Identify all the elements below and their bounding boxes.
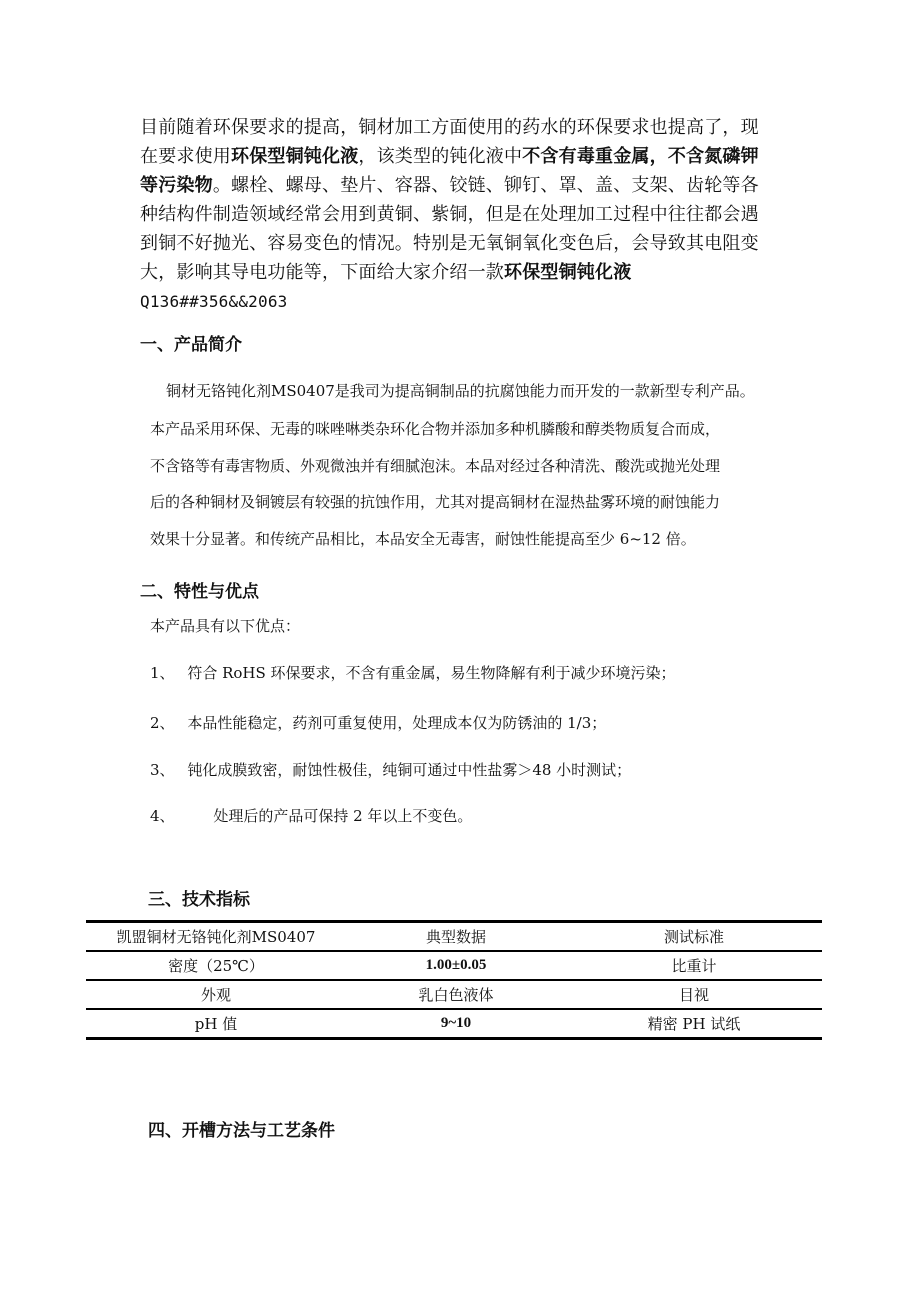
feature-item [150,662,676,683]
intro-line: 目前随着环保要求的提高，铜材加工方面使用的药水的环保要求也提高了，现 [140,117,759,138]
table-header-row [86,922,822,952]
intro-line: 种结构件制造领域经常会用到黄铜、紫铜，但是在处理加工过程中往往都会遇 [140,204,759,225]
product-intro-line: 效果十分显著。和传统产品相比，本品安全无毒害，耐蚀性能提高至少 6~12 倍。 [150,530,696,548]
table-cell: 9~10 [346,1009,566,1039]
feature-number: 4、 [150,807,175,825]
table-cell: pH 值 [86,1009,346,1039]
intro-line: 大，影响其导电功能等，下面给大家介绍一款环保型铜钝化液 [140,262,632,283]
feature-text: 符合 RoHS 环保要求，不含有重金属，易生物降解有利于减少环境污染； [187,664,676,682]
feature-text: 本品性能稳定，药剂可重复使用，处理成本仅为防锈油的 1/3； [187,714,607,732]
table-row [86,951,822,980]
table-cell: 精密 PH 试纸 [566,1009,822,1039]
intro-line: 等污染物。螺栓、螺母、垫片、容器、铰链、铆钉、罩、盖、支架、齿轮等各 [140,175,759,196]
feature-item [150,712,606,733]
product-name-bold: 环保型铜钝化液 [504,262,632,283]
table-cell: 目视 [566,980,822,1009]
table-cell: 1.00±0.05 [346,951,566,980]
feature-number: 3、 [150,761,175,779]
table-cell: 外观 [86,980,346,1009]
table-row [86,980,822,1009]
table-cell: 比重计 [566,951,822,980]
intro-paragraph [140,113,780,316]
section-heading-product-intro: 一、产品简介 [140,335,242,355]
product-intro-line: 后的各种铜材及铜镀层有较强的抗蚀作用，尤其对提高铜材在湿热盐雾环境的耐蚀能力 [150,493,721,511]
feature-item [150,759,631,780]
feature-number: 2、 [150,714,175,732]
table-row [86,1009,822,1039]
feature-text: 钝化成膜致密，耐蚀性极佳，纯铜可通过中性盐雾＞48 小时测试； [187,761,632,779]
table-header-cell: 典型数据 [346,922,566,952]
product-intro-line: 铜材无铬钝化剂MS0407是我司为提高铜制品的抗腐蚀能力而开发的一款新型专利产品。 [166,382,755,400]
intro-line: 到铜不好抛光、容易变色的情况。特别是无氧铜氧化变色后，会导致其电阻变 [140,233,759,254]
section-heading-process: 四、开槽方法与工艺条件 [148,1121,335,1141]
feature-number: 1、 [150,664,175,682]
table-cell: 乳白色液体 [346,980,566,1009]
product-name-bold: 环保型铜钝化液 [231,146,359,167]
table-header-cell: 测试标准 [566,922,822,952]
intro-line: 在要求使用环保型铜钝化液，该类型的钝化液中不含有毒重金属，不含氮磷钾 [140,146,759,167]
section-heading-features: 二、特性与优点 [140,582,259,602]
product-intro-line: 本产品采用环保、无毒的咪唑啉类杂环化合物并添加多种机膦酸和醇类物质复合而成， [150,420,721,438]
product-intro-line: 不含铬等有毒害物质、外观微浊并有细腻泡沫。本品对经过各种清洗、酸洗或抛光处理 [150,457,721,475]
section-heading-specs: 三、技术指标 [148,890,250,910]
table-header-cell: 凯盟铜材无铬钝化剂MS0407 [86,922,346,952]
feature-text: 处理后的产品可保持 2 年以上不变色。 [213,807,473,825]
no-heavy-metal-bold: 不含有毒重金属，不含氮磷钾 [522,146,759,167]
pollutants-bold: 等污染物 [140,175,213,196]
table-cell: 密度（25℃） [86,951,346,980]
feature-item [150,805,472,826]
contact-code: Q136##356&&2063 [140,292,288,311]
spec-table [86,920,822,1040]
features-intro: 本产品具有以下优点： [150,617,301,635]
